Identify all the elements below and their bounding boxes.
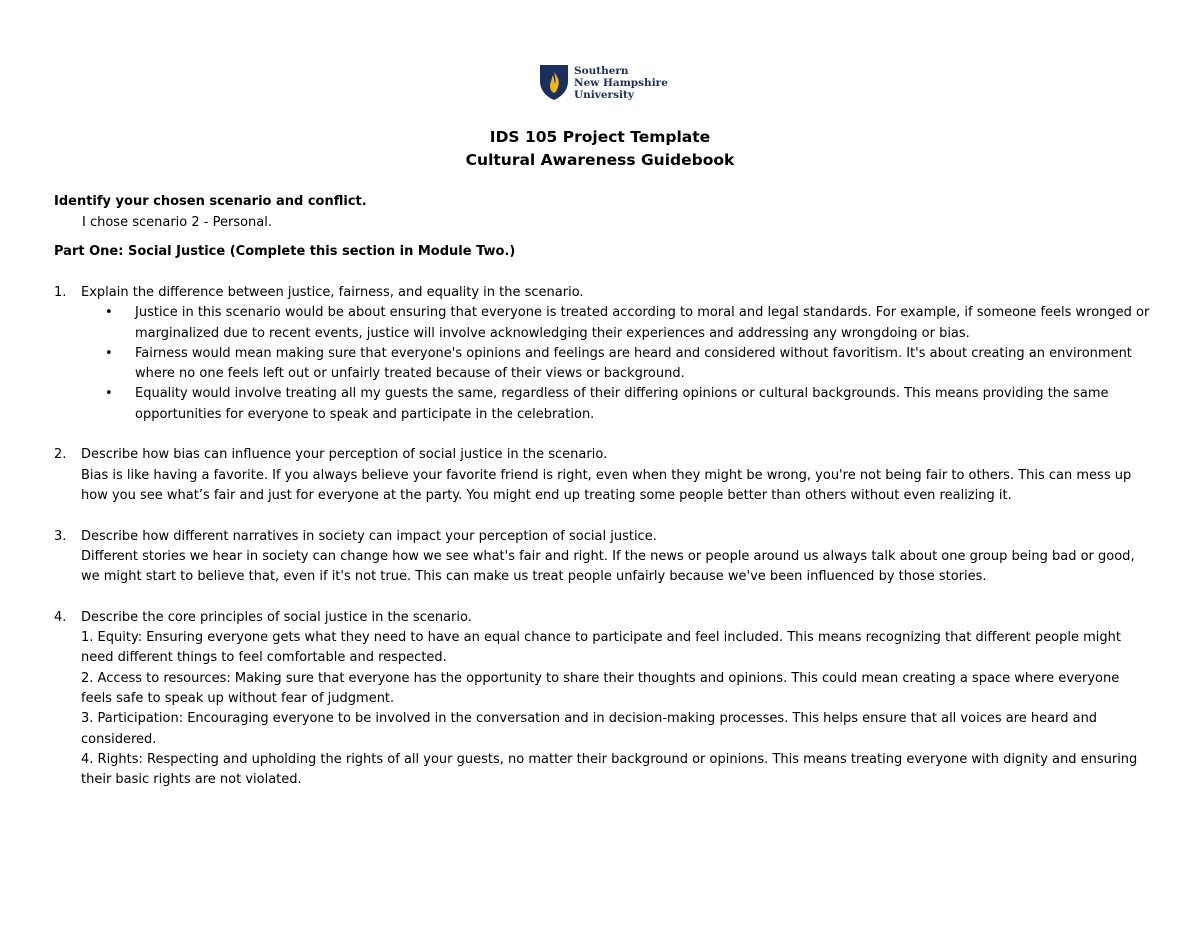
bullet-equality: • Equality would involve treating all my guests the same, regardless of their differing opinions or cultural backgrounds. This means providing the same opportunities for everyone to speak and participate in the celebration. [81,384,1154,425]
question-text: Explain the difference between justice, fairness, and equality in the scenario. [81,285,584,300]
bullet-justice: • Justice in this scenario would be about ensuring that everyone is treated according to moral and legal standards. For example, if someone feels wronged or marginalized due to recent events, justice will involve acknowledging their experiences and addressing any wrongdoing or bias. [81,303,1154,344]
logo-line-3: University [574,89,634,101]
question-2 [54,445,1154,506]
answer-text: Different stories we hear in society can change how we see what's fair and right. If the news or people around us always talk about one group being bad or good, we might start to believe that, even if it's not true. This can make us treat people unfairly because we've been influenced by those stories. [81,548,1135,585]
principle-rights: 4. Rights: Respecting and upholding the rights of all your guests, no matter their background or opinions. This means treating everyone with dignity and ensuring their basic rights are not violated. [81,751,1138,788]
shield-flame-icon [539,64,569,101]
document-subtitle: Cultural Awareness Guidebook [465,151,735,169]
principle-equity: 1. Equity: Ensuring everyone gets what they need to have an equal chance to participate and feel included. This means recognizing that different people might need different things to feel comfortable and respected. [81,630,1121,666]
question-1 [54,283,1154,425]
logo-wordmark [574,65,668,101]
question-number: 4. [54,609,67,625]
document-title: IDS 105 Project Template [489,128,711,146]
question-number: 1. [54,285,67,300]
bullet-list [81,303,1154,425]
logo-line-1: Southern [574,65,629,77]
question-4 [54,608,1154,791]
question-number: 2. [54,447,67,463]
principle-access: 2. Access to resources: Making sure that everyone has the opportunity to share their thoughts and opinions. This could mean creating a space where everyone feels safe to speak up without fear of judgment. [81,670,1120,706]
question-3 [54,527,1154,588]
part-one-heading: Part One: Social Justice (Complete this section in Module Two.) [54,244,516,259]
snhu-logo [539,64,668,101]
question-text: Describe how bias can influence your perception of social justice in the scenario. [81,447,608,463]
principle-participation: 3. Participation: Encouraging everyone to be involved in the conversation and in decision-making processes. This helps ensure that all voices are heard and considered. [81,711,1098,747]
bullet-fairness: • Fairness would mean making sure that everyone's opinions and feelings are heard and considered without favoritism. It's about creating an environment where no one feels left out or unfairly treated because of their views or background. [81,344,1154,385]
scenario-answer: I chose scenario 2 - Personal. [82,215,272,230]
question-number: 3. [54,528,67,544]
question-text: Describe the core principles of social justice in the scenario. [81,609,472,625]
scenario-heading: Identify your chosen scenario and conflict. [54,194,367,209]
question-text: Describe how different narratives in society can impact your perception of social justice. [81,528,657,544]
logo-line-2: New Hampshire [574,77,668,89]
answer-text: Bias is like having a favorite. If you always believe your favorite friend is right, even when they might be wrong, you're not being fair to others. This can mess up how you see what’s fair and just for everyone at the party. You might end up treating some people better than others without even realizing it. [81,467,1132,503]
questions-list [54,283,1154,811]
